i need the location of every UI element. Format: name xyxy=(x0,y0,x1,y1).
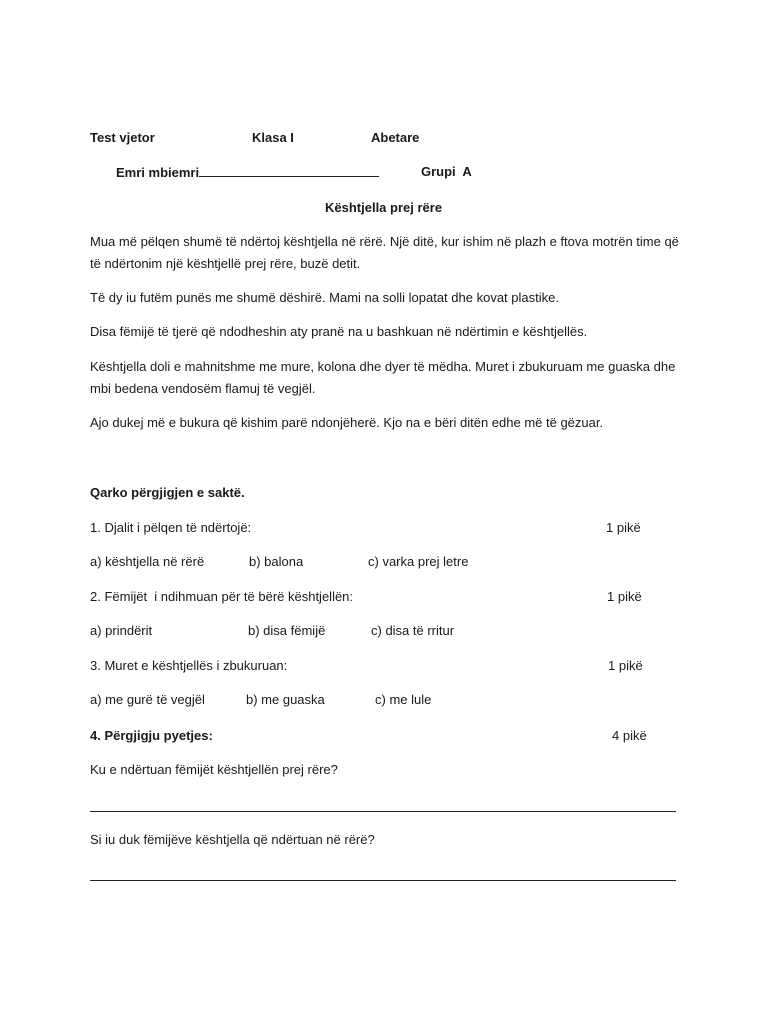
subject-label: Abetare xyxy=(371,130,420,145)
question-2-points: 1 pikë xyxy=(607,589,642,604)
question-4: 4. Përgjigju pyetjes: xyxy=(90,728,213,743)
question-4-points: 4 pikë xyxy=(612,728,647,743)
q1-option-a[interactable]: a) kështjella në rërë xyxy=(90,554,205,569)
answer-line-2[interactable] xyxy=(90,880,676,881)
q2-option-a[interactable]: a) prindërit xyxy=(90,623,153,638)
q2-option-c[interactable]: c) disa të rritur xyxy=(371,623,455,638)
q3-option-c[interactable]: c) me lule xyxy=(375,692,432,707)
q4-sub-question-2: Si iu duk fëmijëve kështjella që ndërtuan në rërë? xyxy=(90,832,375,847)
paragraph-5: Ajo dukej më e bukura që kishim parë ndonjëherë. Kjo na e bëri ditën edhe më të gëzuar. xyxy=(90,415,604,430)
q1-option-c[interactable]: c) varka prej letre xyxy=(368,554,469,569)
test-label: Test vjetor xyxy=(90,130,155,145)
question-2: 2. Fëmijët i ndihmuan për të bërë kështjellën: xyxy=(90,589,354,604)
paragraph-2: Të dy iu futëm punës me shumë dëshirë. Mami na solli lopatat dhe kovat plastike. xyxy=(90,290,559,305)
name-field[interactable] xyxy=(116,164,379,181)
question-1: 1. Djalit i pëlqen të ndërtojë: xyxy=(90,520,252,535)
paragraph-3: Disa fëmijë të tjerë që ndodheshin aty pranë na u bashkuan në ndërtimin e kështjellës. xyxy=(90,324,588,339)
q4-sub-question-1: Ku e ndërtuan fëmijët kështjellën prej rëre? xyxy=(90,762,338,777)
paragraph-1: Mua më pëlqen shumë të ndërtoj kështjella në rërë. Një ditë, kur ishim në plazh e ftova motrën time që të ndërtonim një kështjellë prej rëre, buzë detit. xyxy=(90,234,679,271)
q1-option-b[interactable]: b) balona xyxy=(249,554,304,569)
name-blank-line xyxy=(199,164,379,177)
name-label: Emri mbiemri xyxy=(116,165,200,180)
class-label: Klasa I xyxy=(252,130,294,145)
group-label: Grupi A xyxy=(421,164,472,179)
question-3-points: 1 pikë xyxy=(608,658,643,673)
instruction: Qarko përgjigjen e saktë. xyxy=(90,485,245,500)
question-1-points: 1 pikë xyxy=(606,520,641,535)
q3-option-b[interactable]: b) me guaska xyxy=(246,692,325,707)
paragraph-4: Kështjella doli e mahnitshme me mure, kolona dhe dyer të mëdha. Muret i zbukuruam me guaska dhe mbi bedena vendosëm flamuj të vegjël. xyxy=(90,359,676,396)
q3-option-a[interactable]: a) me gurë të vegjël xyxy=(90,692,205,707)
story-title: Kështjella prej rëre xyxy=(325,200,443,215)
question-3: 3. Muret e kështjellës i zbukuruan: xyxy=(90,658,288,673)
q2-option-b[interactable]: b) disa fëmijë xyxy=(248,623,326,638)
answer-line-1[interactable] xyxy=(90,811,676,812)
